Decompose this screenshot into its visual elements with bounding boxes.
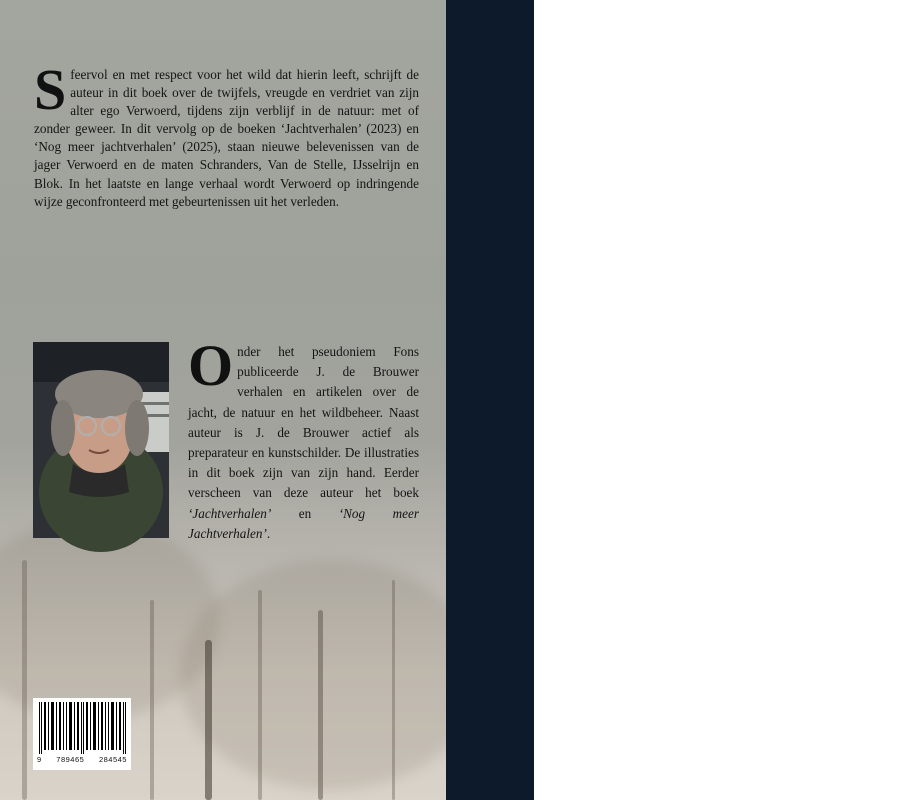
tree-silhouette	[392, 580, 395, 800]
book-title-2: ‘Nog meer Jachtverhalen’	[188, 505, 419, 541]
author-bio-and: en	[271, 505, 339, 521]
tree-silhouette	[22, 560, 27, 800]
blurb-body: feervol en met respect voor het wild dat hierin leeft, schrijft de auteur in dit boek over de twijfels, vreugde en verdriet van zijn alter ego Verwoerd, tijdens zijn verblijf in de natuur: met of zonder geweer. In dit vervolg op de boeken ‘Jachtverhalen’ (2023) en ‘Nog meer jachtverhalen’ (2025), staan nieuwe belevenissen van de jager Verwoerd en de maten Schranders, Van de Stelle, IJsselrijn en Blok. In het laatste en lange verhaal wordt Verwoerd op indringende wijze geconfronteerd met gebeurtenissen uit het verleden.	[34, 67, 419, 209]
barcode-bars	[37, 702, 127, 754]
tree-silhouette	[150, 600, 154, 800]
logo-part-1: boek	[907, 668, 924, 706]
isbn-group-2: 284545	[98, 755, 127, 764]
tree-silhouette	[258, 590, 262, 800]
spine	[446, 0, 924, 800]
logo-dot: •	[907, 705, 924, 711]
tree-silhouette	[318, 610, 323, 800]
isbn-prefix: 9	[37, 755, 42, 764]
blurb-text	[34, 57, 419, 211]
isbn-number	[37, 755, 127, 764]
isbn-group-1: 789465	[56, 755, 85, 764]
author-bio-end: .	[266, 525, 271, 541]
book-title-1: ‘Jachtverhalen’	[188, 505, 272, 521]
tree-silhouette	[205, 640, 212, 800]
author-photo	[33, 342, 169, 538]
isbn-barcode	[33, 698, 131, 770]
author-dropcap: O	[188, 333, 234, 398]
logo-part-2: scout	[907, 710, 924, 754]
author-bio	[188, 333, 419, 544]
author-bio-body: nder het pseudoniem Fons publiceerde J. de Brouwer verhalen en artikelen over de jacht, de natuur en het wildbeheer. Naast auteur is J. de Brouwer actief als preparateur en kunstschilder. De illustraties in dit boek zijn van zijn hand. Eerder verscheen van deze auteur het boek	[188, 344, 419, 501]
publisher-logo	[892, 668, 924, 778]
fog-decoration	[180, 560, 480, 790]
blurb-dropcap: S	[34, 57, 67, 122]
back-cover	[0, 0, 446, 800]
